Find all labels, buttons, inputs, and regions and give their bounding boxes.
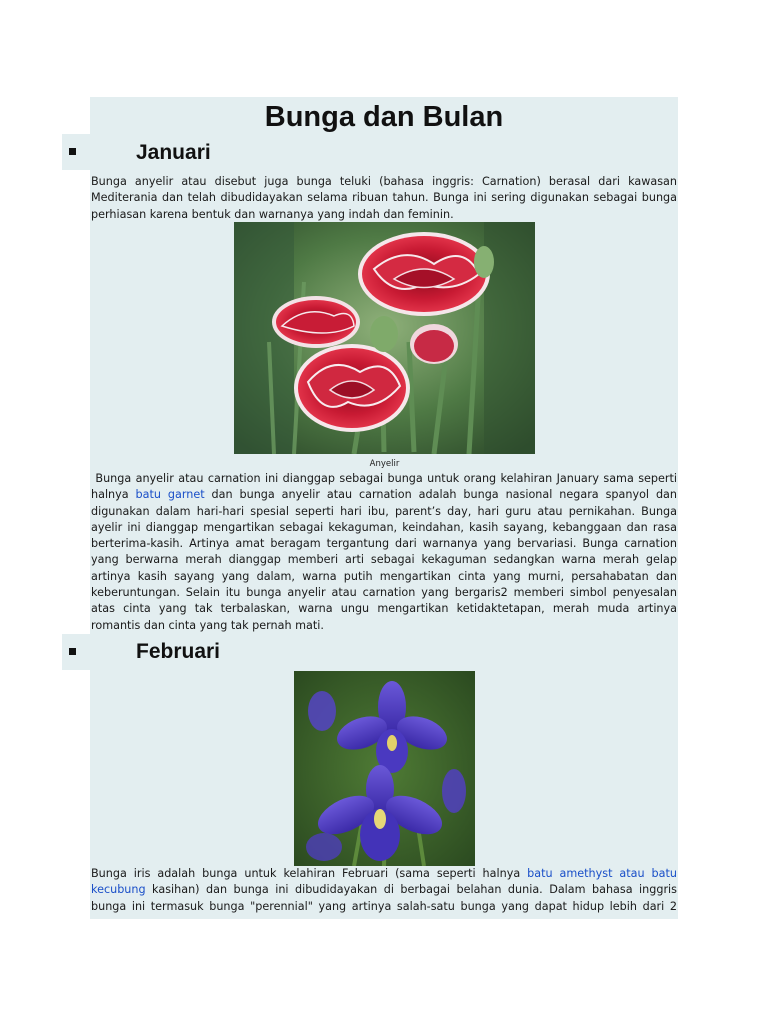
paragraph-line: berterima-kasih. Artinya amat beragam tergantung dari warnanya yang bervariasi. Bunga carnation xyxy=(91,537,677,551)
batu-amethyst-link[interactable]: batu amethyst atau batu xyxy=(527,867,677,880)
section-heading-januari: Januari xyxy=(136,141,211,164)
paragraph-line: bunga ini termasuk bunga "perennial" yang artinya salah-satu bunga yang dapat hidup lebih dari 2 xyxy=(91,899,677,913)
paragraph-line xyxy=(91,866,677,882)
square-bullet-icon xyxy=(69,648,76,655)
section-heading-februari: Februari xyxy=(136,640,221,663)
batu-garnet-link[interactable]: batu garnet xyxy=(135,488,205,502)
line-text: Bunga anyelir atau carnation ini dianggap sebagai bunga untuk orang kelahiran January sama seperti xyxy=(95,472,677,485)
image-caption: Anyelir xyxy=(369,459,400,469)
square-bullet-icon xyxy=(69,148,76,155)
paragraph-line: yang berwarna merah dianggap memberi arti sebagai kekaguman sedangkan warna merah gelap xyxy=(91,553,677,567)
paragraph-line: digunakan dalam hari-hari spesial seperti hari ibu, parent’s day, hari guru atau pernikahan. Bunga xyxy=(91,504,677,518)
paragraph-line: atas cinta yang tak terbalaskan, warna ungu mengartikan ketidaktetapan, merah muda artinya xyxy=(91,602,677,616)
line-text: kasihan) dan bunga ini dibudidayakan di berbagai belahan dunia. Dalam bahasa inggris xyxy=(145,883,677,897)
paragraph-line: keberuntungan. Selain itu bunga anyelir atau carnation yang bergaris2 memberi simbol penyesalan xyxy=(91,586,677,600)
paragraph-line: perhiasan karena bentuk dan warnanya yang indah dan feminin. xyxy=(91,207,454,221)
bullet-tab xyxy=(62,634,90,670)
bullet-tab xyxy=(62,134,90,170)
paragraph-line: Mediterania dan telah dibudidayakan selama ribuan tahun. Bunga ini sering digunakan sebagai bunga xyxy=(91,191,677,205)
paragraph-line: romantis dan cinta yang tak pernah mati. xyxy=(91,618,324,632)
paragraph-line: artinya kasih sayang yang dalam, warna putih mengartikan cinta yang murni, persahabatan dan xyxy=(91,569,677,583)
body-paragraph-februari xyxy=(91,866,677,915)
page-title: Bunga dan Bulan xyxy=(264,101,504,133)
line-text: Bunga iris adalah bunga untuk kelahiran Februari (sama seperti halnya xyxy=(91,867,528,880)
body-paragraph-januari xyxy=(91,471,677,634)
paragraph-line: Bunga anyelir atau disebut juga bunga teluki (bahasa inggris: Carnation) berasal dari kawasan xyxy=(91,175,677,188)
paragraph-line xyxy=(91,882,677,898)
line-text: halnya xyxy=(91,488,136,502)
line-text: dan bunga anyelir atau carnation adalah bunga nasional negara spanyol dan xyxy=(204,488,677,502)
carnation-image xyxy=(234,222,535,454)
intro-paragraph-januari xyxy=(91,174,677,223)
paragraph-line xyxy=(91,471,677,487)
paragraph-line xyxy=(91,487,677,503)
batu-kecubung-link[interactable]: kecubung xyxy=(91,883,146,897)
iris-image xyxy=(294,671,475,866)
paragraph-line: ayelir ini dianggap mengartikan sebagai kekaguman, keindahan, kasih sayang, kebanggaan dan rasa xyxy=(91,520,677,534)
